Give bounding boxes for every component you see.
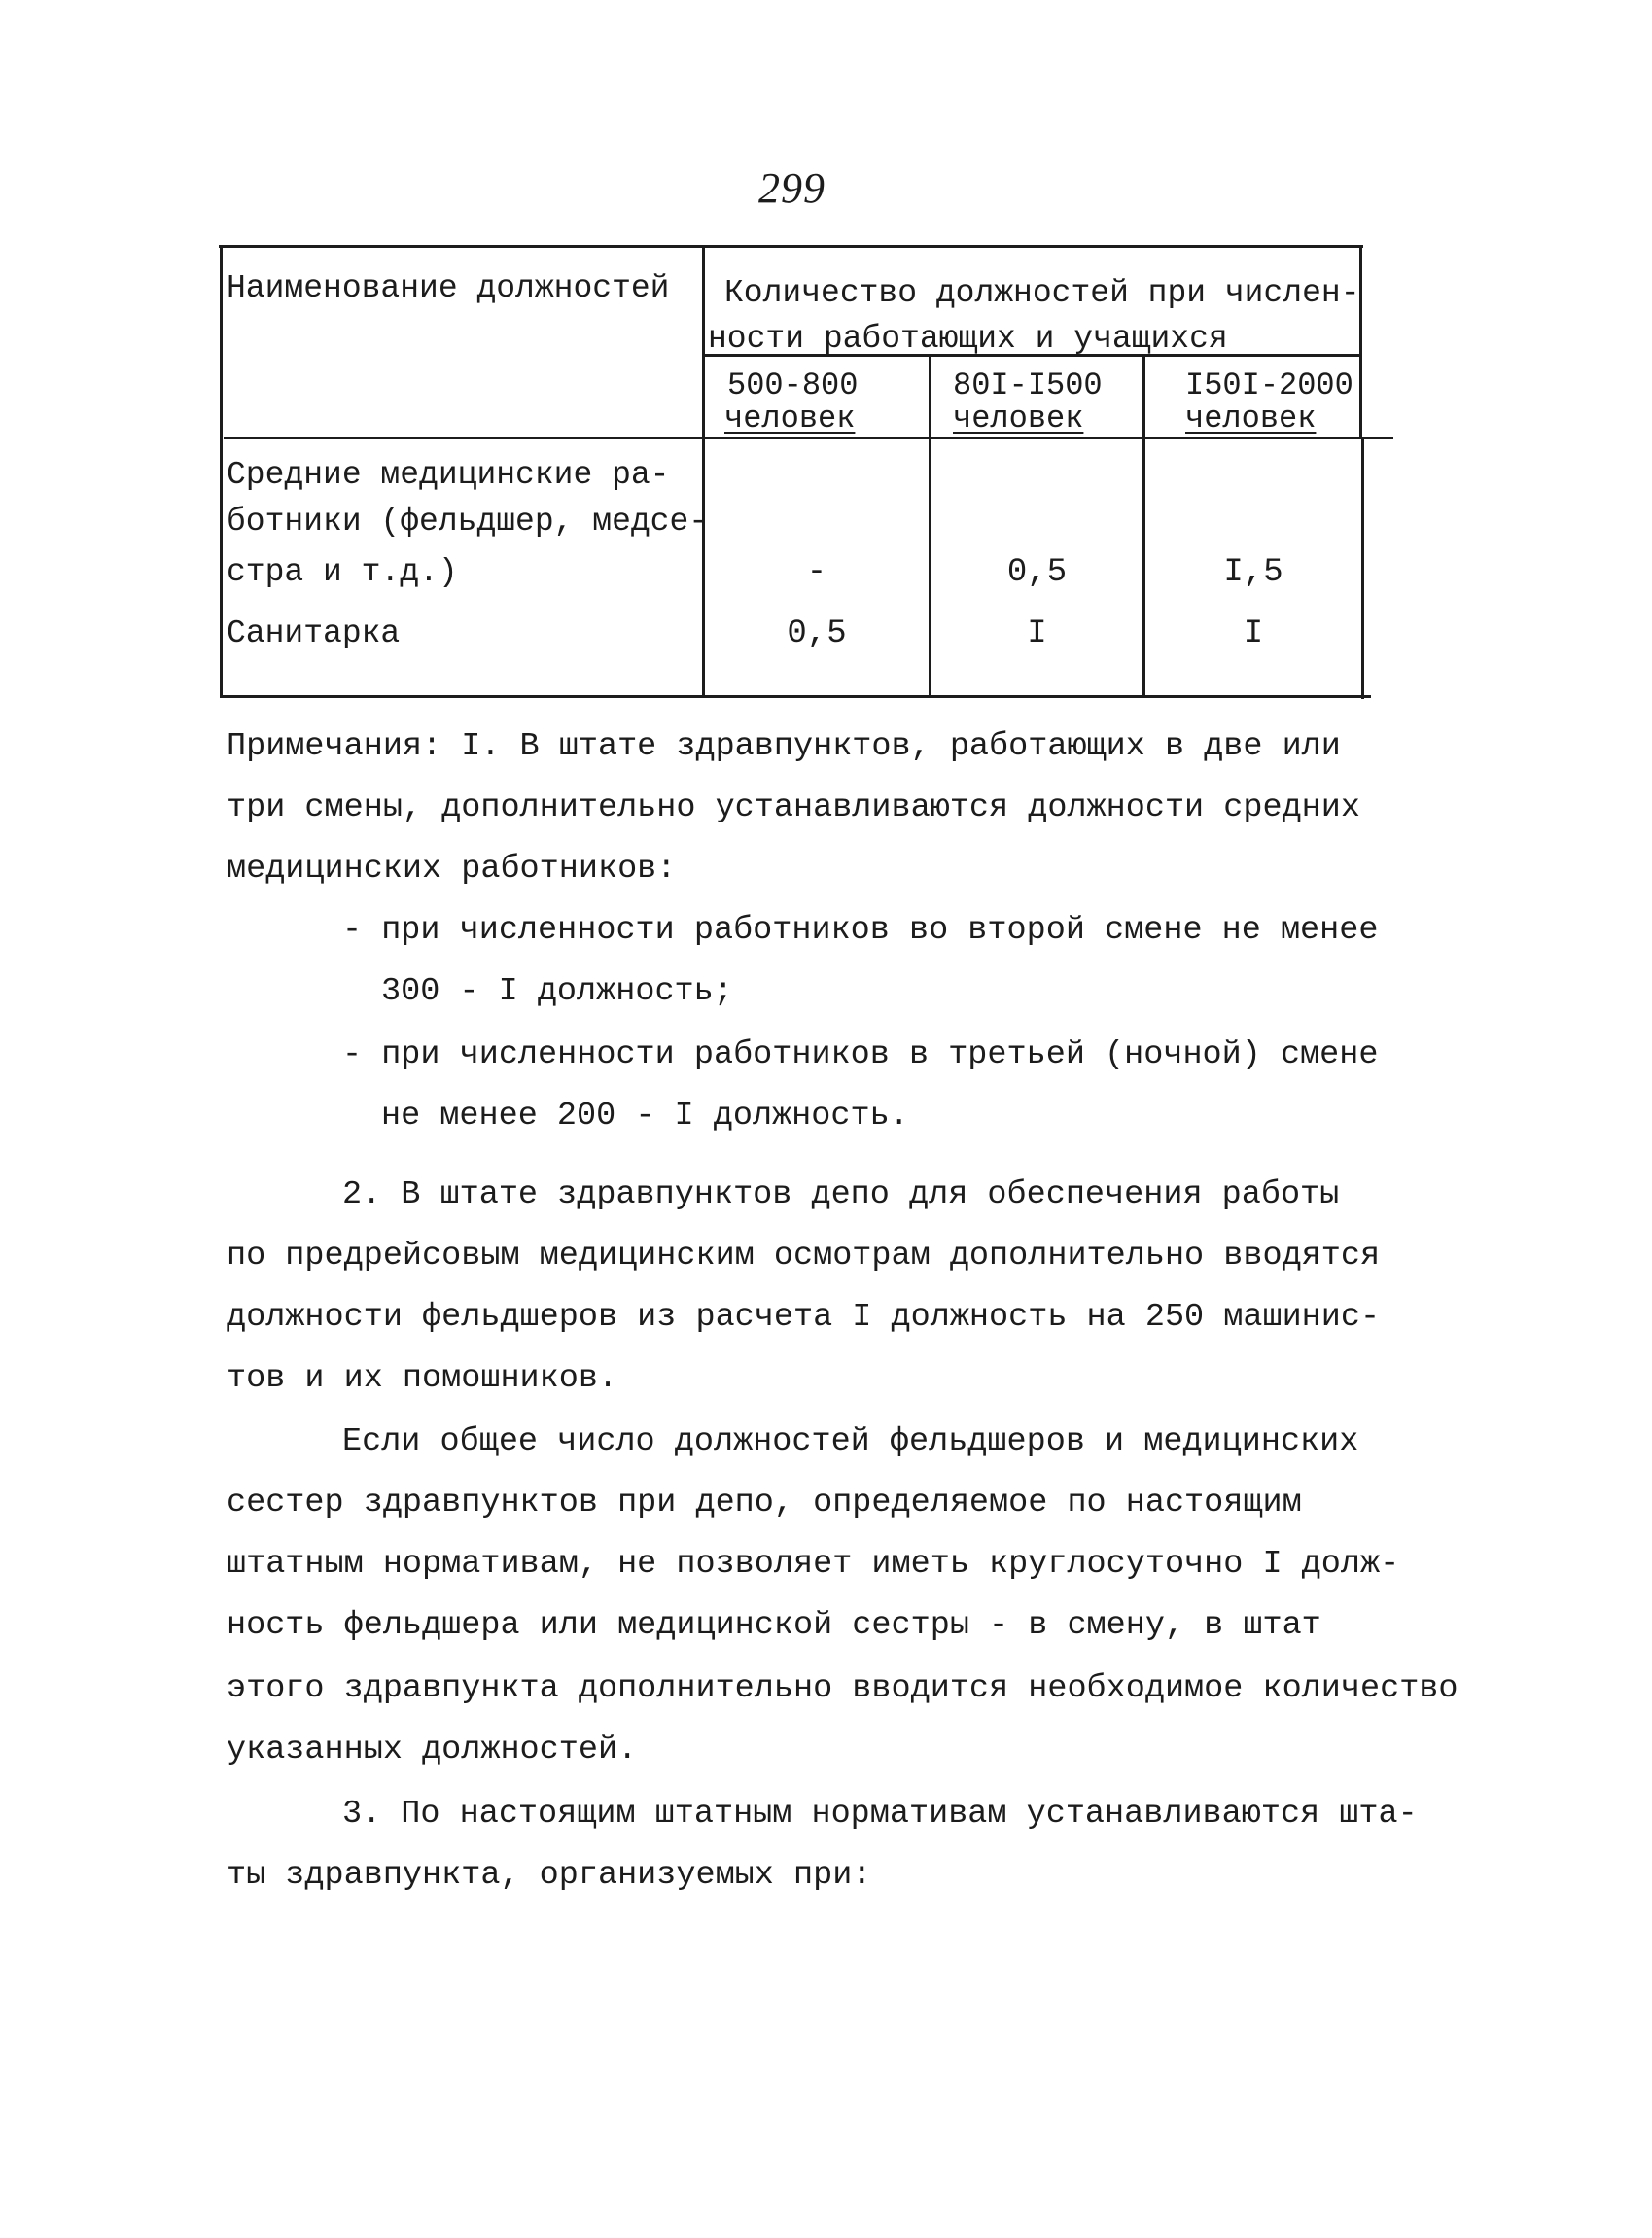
- row1-value-801-1500: 0,5: [1006, 554, 1068, 591]
- range-801-1500: 80I-I500: [953, 367, 1103, 403]
- note2b-line1: Если общее число должностей фельдшеров и медицинских: [342, 1423, 1359, 1460]
- note2-line3: должности фельдшеров из расчета I должность на 250 машинис-: [227, 1299, 1381, 1336]
- table-top-border: [219, 245, 1363, 248]
- row1-value-1501-2000: I,5: [1223, 554, 1283, 591]
- row1-title-line1: Средние медицинские ра-: [227, 457, 670, 493]
- note2-line1: 2. В штате здравпунктов депо для обеспечения работы: [342, 1176, 1340, 1213]
- table-bottom-border: [222, 695, 1371, 698]
- range-801-1500-unit: человек: [953, 401, 1084, 437]
- table-left-border: [220, 245, 223, 698]
- row2-title: Санитарка: [227, 615, 401, 651]
- row2-value-801-1500: I: [1027, 615, 1047, 652]
- header-count-line2: ности работающих и учащихся: [708, 321, 1228, 357]
- note2b-line2: сестер здравпунктов при депо, определяемое по настоящим: [227, 1485, 1302, 1521]
- row1-title-line2: ботники (фельдшер, медсе-: [227, 504, 709, 540]
- bullet1-line2: 300 - I должность;: [381, 973, 733, 1010]
- note2b-line6: указанных должностей.: [227, 1731, 638, 1768]
- note2-line2: по предрейсовым медицинским осмотрам дополнительно вводятся: [227, 1238, 1381, 1275]
- note3-line1: 3. По настоящим штатным нормативам устанавливаются шта-: [342, 1796, 1418, 1833]
- note2b-line3: штатным нормативам, не позволяет иметь круглосуточно I долж-: [227, 1546, 1400, 1583]
- note1-line2: три смены, дополнительно устанавливаются должности средних: [227, 789, 1360, 826]
- row2-value-500-800: 0,5: [787, 615, 847, 652]
- range-500-800: 500-800: [727, 367, 859, 403]
- range-500-800-unit: человек: [724, 401, 856, 437]
- bullet1-line1: - при численности работников во второй смене не менее: [342, 912, 1379, 949]
- header-position-name: Наименование должностей: [227, 270, 670, 306]
- note2-line4: тов и их помошников.: [227, 1360, 618, 1397]
- range-1501-2000: I50I-2000: [1185, 367, 1353, 403]
- note1-line1: Примечания: I. В штате здравпунктов, работающих в две или: [227, 728, 1341, 765]
- note1-line3: медицинских работников:: [227, 851, 677, 888]
- range-1501-2000-unit: человек: [1185, 401, 1317, 437]
- page-number: 299: [758, 164, 826, 212]
- table-right-body-border: [1361, 437, 1364, 699]
- note2b-line5: этого здравпункта дополнительно вводится необходимое количество: [227, 1670, 1459, 1707]
- row2-value-1501-2000: I: [1243, 615, 1264, 652]
- bullet2-line1: - при численности работников в третьей (ночной) смене: [342, 1036, 1379, 1073]
- header-count-line1: Количество должностей при числен-: [724, 275, 1360, 311]
- note2b-line4: ность фельдшера или медицинской сестры - в смену, в штат: [227, 1607, 1321, 1644]
- note3-line2: ты здравпункта, организуемых при:: [227, 1857, 872, 1894]
- row1-title-line3: стра и т.д.): [227, 554, 458, 590]
- row1-value-500-800: -: [806, 554, 827, 591]
- bullet2-line2: не менее 200 - I должность.: [381, 1098, 909, 1135]
